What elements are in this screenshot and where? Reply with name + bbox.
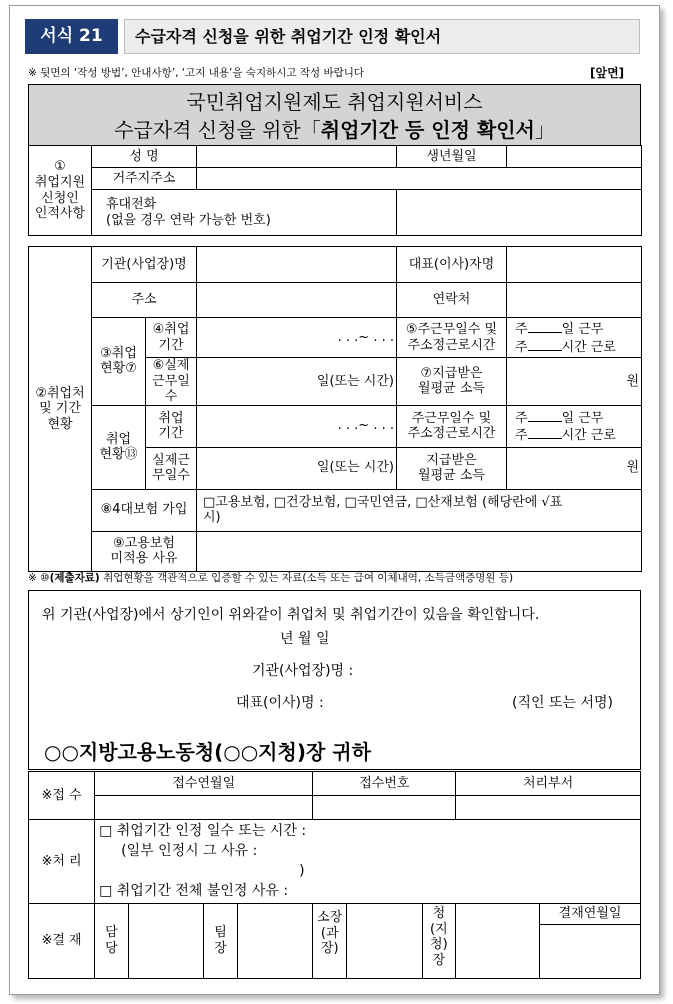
actual-6-label: ⑥실제 근무일수: [146, 358, 197, 406]
employment-section-label: ②취업처 및 기간 현황: [29, 247, 92, 572]
form-number-badge: 서식 21: [25, 19, 118, 54]
name-label: 성 명: [92, 146, 197, 168]
address-label: 거주지주소: [92, 168, 197, 190]
pay-b-label: 지급받은 월평균 소득: [397, 447, 507, 489]
period-4-label: ④취업 기간: [146, 318, 197, 358]
process-label: ※처 리: [29, 820, 95, 904]
company-label: 기관(사업장)명: [92, 247, 197, 283]
confirm-date[interactable]: 년 월 일: [280, 631, 330, 647]
unapplied-reason-field[interactable]: [197, 531, 642, 571]
approval-chief-label: 청 (지 청) 장: [422, 904, 456, 979]
process-field[interactable]: [95, 820, 641, 904]
approval-date-cell: [540, 904, 641, 979]
approval-director-label: 소장 (과 장): [313, 904, 347, 979]
name-field[interactable]: [197, 146, 397, 168]
band-line-1: 국민취업지원제도 취업지원서비스: [186, 90, 483, 114]
process-recognized[interactable]: □ 취업기간 인정 일수 또는 시간 :: [99, 823, 307, 839]
approval-label: ※결 재: [29, 904, 95, 979]
status-b-label: 취업 현황⑬: [92, 405, 146, 489]
period-b-field[interactable]: . . .~ . . .: [197, 405, 397, 447]
seal-or-signature[interactable]: (직인 또는 서명): [512, 695, 613, 711]
receipt-date-label: 접수연월일: [95, 772, 313, 796]
period-4-field[interactable]: . . .~ . . .: [197, 318, 397, 358]
front-side-label: [앞면]: [590, 66, 625, 80]
title-band: [28, 84, 641, 146]
employment-table: [28, 246, 642, 572]
contact-label: 연락처: [397, 283, 507, 318]
actual-b-label: 실제근 무일수: [146, 447, 197, 489]
dept-label: 처리부서: [456, 772, 641, 796]
approval-team-sign[interactable]: [237, 904, 313, 979]
company-field[interactable]: [197, 247, 397, 283]
company-address-field[interactable]: [197, 283, 397, 318]
approval-staff-label: 담 당: [95, 904, 129, 979]
weekly-b-label: 주근무일수 및 주소정근로시간: [397, 405, 507, 447]
ceo-name-label: 대표(이사)명 :: [236, 695, 324, 711]
weekly-5-field[interactable]: 주 일 근무 주 시간 근로: [507, 318, 642, 358]
receipt-date-field[interactable]: [95, 796, 313, 820]
ceo-label: 대표(이사)자명: [397, 247, 507, 283]
phone-label: 휴대전화 (없을 경우 연락 가능한 번호): [92, 190, 397, 236]
addressee: ○○지방고용노동청(○○지청)장 귀하: [44, 740, 371, 764]
confirm-statement: 위 기관(사업장)에서 상기인이 위와같이 취업처 및 취업기간이 있음을 확인합니다.: [42, 607, 540, 623]
approval-chief-sign[interactable]: [456, 904, 540, 979]
insurance-options[interactable]: □고용보험, □건강보험, □국민연금, □산재보험 (해당란에 √표 시): [197, 489, 642, 531]
partial-reason: (일부 인정시 그 사유 :: [121, 843, 258, 859]
receipt-number-label: 접수번호: [313, 772, 456, 796]
applicant-table: [28, 145, 642, 236]
status-3-label: ③취업 현황⑦: [92, 318, 146, 406]
actual-6-field[interactable]: 일(또는 시간): [197, 358, 397, 406]
contact-field[interactable]: [507, 283, 642, 318]
read-notice: ※ 뒷면의 ‘작성 방법’, 안내사항’, ‘고지 내용’을 숙지하시고 작성 바랍니다: [28, 67, 365, 79]
birth-label: 생년월일: [397, 146, 507, 168]
weekly-5-label: ⑤주근무일수 및 주소정근로시간: [397, 318, 507, 358]
ceo-field[interactable]: [507, 247, 642, 283]
pay-b-field[interactable]: 원: [507, 447, 642, 489]
approval-date-label: 결재연월일: [540, 904, 640, 925]
form-title: 수급자격 신청을 위한 취업기간 인정 확인서: [124, 19, 640, 54]
submission-note: ※ ⑩(제출자료) 취업현황을 객관적으로 입증할 수 있는 자료(소득 또는 급여 이체내역, 소득금액증명원 등): [28, 572, 514, 584]
applicant-section-label: ① 취업지원 신청인 인적사항: [29, 146, 92, 236]
phone-field[interactable]: [397, 190, 642, 236]
approval-date-field[interactable]: [540, 925, 640, 978]
approval-team-label: 팀 장: [204, 904, 238, 979]
receipt-number-field[interactable]: [313, 796, 456, 820]
company-address-label: 주소: [92, 283, 197, 318]
approval-director-sign[interactable]: [347, 904, 423, 979]
approval-staff-sign[interactable]: [128, 904, 204, 979]
pay-7-field[interactable]: 원: [507, 358, 642, 406]
dept-field[interactable]: [456, 796, 641, 820]
band-line-2: 수급자격 신청을 위한「취업기간 등 인정 확인서」: [114, 118, 555, 142]
address-field[interactable]: [197, 168, 642, 190]
birth-field[interactable]: [507, 146, 642, 168]
receipt-label: ※접 수: [29, 772, 95, 820]
process-rejected[interactable]: □ 취업기간 전체 불인정 사유 :: [99, 883, 289, 899]
actual-b-field[interactable]: 일(또는 시간): [197, 447, 397, 489]
pay-7-label: ⑦지급받은 월평균 소득: [397, 358, 507, 406]
office-use-table: [28, 771, 641, 979]
weekly-b-field[interactable]: 주 일 근무 주 시간 근로: [507, 405, 642, 447]
insurance-label: ⑧4대보험 가입: [92, 489, 197, 531]
partial-reason-close: ): [299, 863, 305, 879]
org-name-label: 기관(사업장)명 :: [252, 663, 354, 679]
unapplied-reason-label: ⑨고용보험 미적용 사유: [92, 531, 197, 571]
period-b-label: 취업 기간: [146, 405, 197, 447]
